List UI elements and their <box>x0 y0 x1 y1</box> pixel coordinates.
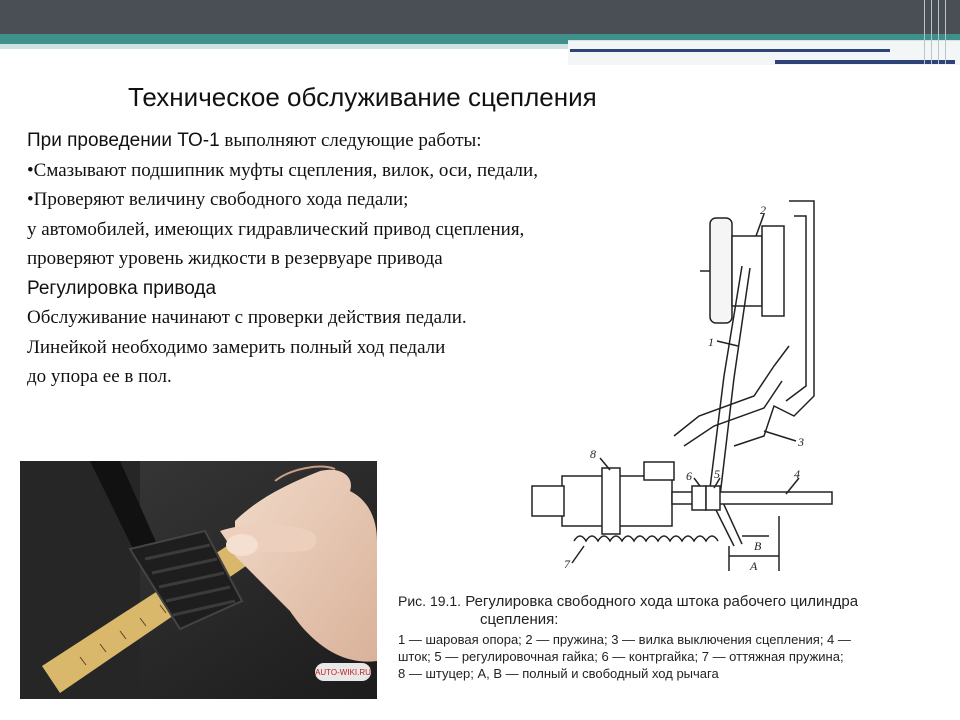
caption-title <box>398 592 946 629</box>
body-line-2: •Смазывают подшипник муфты сцепления, вилок, оси, педали, <box>27 159 538 181</box>
header-band-dark <box>0 0 960 34</box>
label-8: 8 <box>590 447 596 461</box>
header-corner-lines <box>922 0 952 64</box>
body-line-1-lead: При проведении ТО-1 <box>27 130 220 151</box>
body-line-5: проверяют уровень жидкости в резервуаре привода <box>27 248 443 269</box>
label-2: 2 <box>760 203 766 217</box>
label-4: 4 <box>794 467 800 481</box>
body-line-7: Обслуживание начинают с проверки действия педали. <box>27 307 467 328</box>
caption-title-line-2: сцепления: <box>480 611 559 628</box>
slide-title: Техническое обслуживание сцепления <box>128 82 597 112</box>
photo-watermark: AUTO-WIKI.RU <box>315 663 371 681</box>
caption-legend <box>398 631 946 682</box>
body-line-4: у автомобилей, имеющих гидравлический привод сцепления, <box>27 218 525 240</box>
figure-caption <box>398 592 946 682</box>
body-line-9: до упора ее в пол. <box>27 366 172 387</box>
body-line-1-rest: выполняют следующие работы: <box>219 130 482 151</box>
label-3: 3 <box>798 435 804 449</box>
body-line-3: •Проверяют величину свободного хода педали; <box>27 189 409 210</box>
clutch-actuator-diagram <box>524 196 844 586</box>
label-7: 7 <box>564 557 570 571</box>
caption-legend-line-3: 8 — штуцер; А, В — полный и свободный ход рычага <box>398 666 719 681</box>
label-6: 6 <box>686 469 692 483</box>
header-accent-line <box>570 49 890 52</box>
body-subheading: Регулировка привода <box>27 277 217 299</box>
label-1: 1 <box>708 335 714 349</box>
body-line-1 <box>27 126 687 156</box>
body-line-8: Линейкой необходимо замерить полный ход педали <box>27 336 446 358</box>
caption-legend-line-2: шток; 5 — регулировочная гайка; 6 — контргайка; 7 — оттяжная пружина; <box>398 649 844 664</box>
label-a: A <box>750 559 758 573</box>
caption-figure-number: Рис. 19.1. <box>398 593 462 609</box>
label-b: B <box>754 539 762 553</box>
caption-legend-line-1: 1 — шаровая опора; 2 — пружина; 3 — вилка выключения сцепления; 4 — <box>398 632 851 647</box>
caption-title-line-1: Регулировка свободного хода штока рабочего цилиндра <box>461 593 859 610</box>
label-5: 5 <box>714 467 720 481</box>
